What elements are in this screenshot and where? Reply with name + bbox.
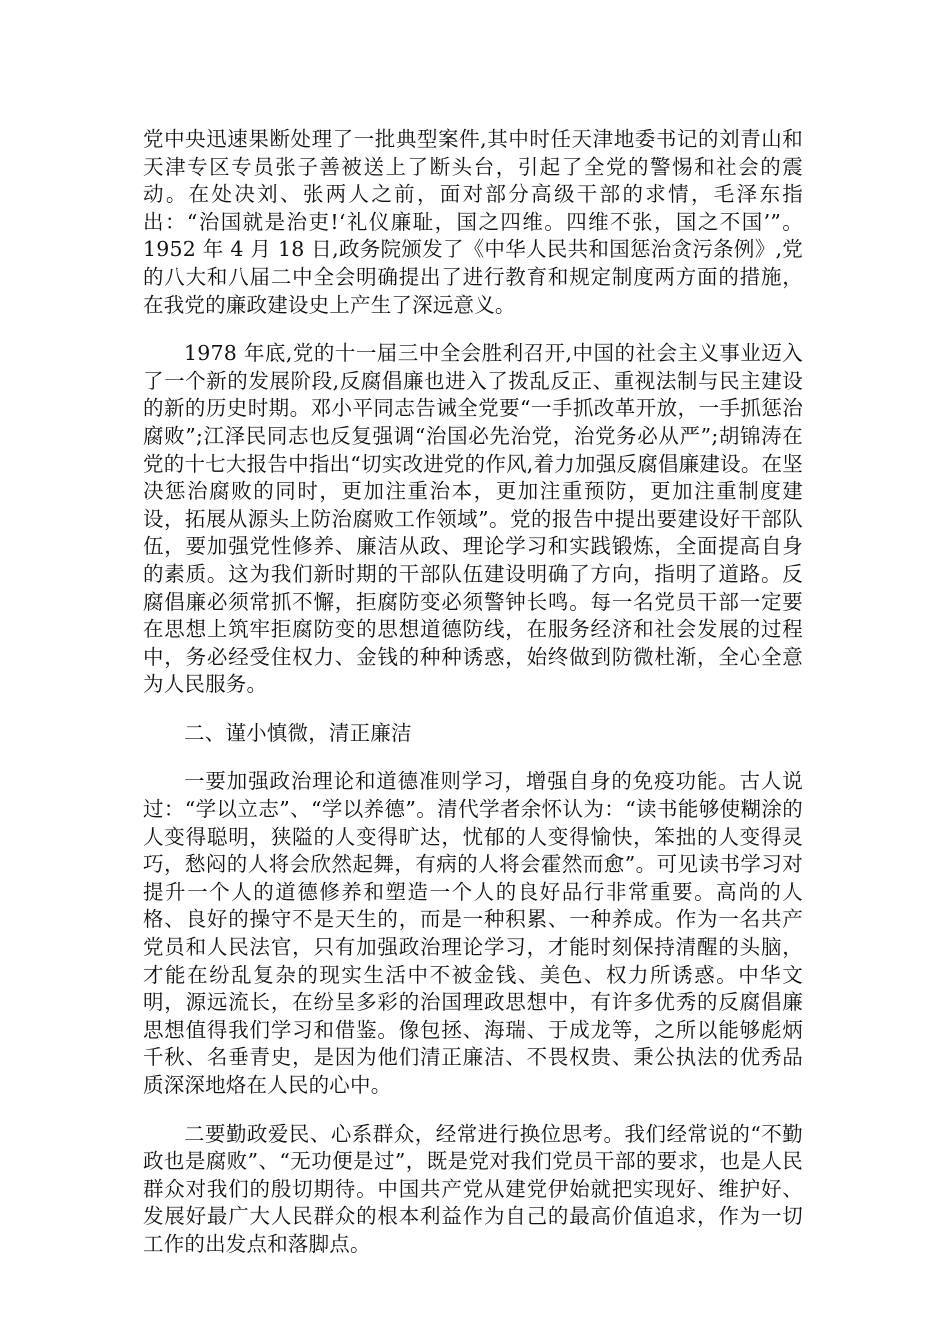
paragraph-serve-people: 二要勤政爱民、心系群众，经常进行换位思考。我们经常说的“不勤政也是腐败”、“无功便是过”，既是党对我们党员干部的要求，也是人民群众对我们的殷切期待。中国共产党从建党伊始就把实现好、维护好、发展好最广大人民群众的根本利益作为自己的最高价值追求，作为一切工作的出发点和落脚点。: [143, 1121, 803, 1256]
paragraph-continued: 党中央迅速果断处理了一批典型案件,其中时任天津地委书记的刘青山和天津专区专员张子善被送上了断头台，引起了全党的警惕和社会的震动。在处决刘、张两人之前，面对部分高级干部的求情，毛泽东指出：“治国就是治吏!‘礼仪廉耻，国之四维。四维不张，国之不国’”。1952 年 4 月 18 日,政务院颁发了《中华人民共和国惩治贪污条例》,党的八大和八届二中全会明确提出了进行教育和规定制度两方面的措施，在我党的廉政建设史上产生了深远意义。: [143, 127, 803, 317]
document-body: [143, 126, 803, 1280]
section-heading: 二、谨小慎微，清正廉洁: [184, 720, 412, 745]
paragraph-study-theory: 一要加强政治理论和道德准则学习，增强自身的免疫功能。古人说过：“学以立志”、“学以养德”。清代学者余怀认为：“读书能够使糊涂的人变得聪明，狭隘的人变得旷达，忧郁的人变得愉快，笨拙的人变得灵巧，愁闷的人将会欣然起舞，有病的人将会霍然而愈”。可见读书学习对提升一个人的道德修养和塑造一个人的良好品行非常重要。高尚的人格、良好的操守不是天生的，而是一种积累、一种养成。作为一名共产党员和人民法官，只有加强政治理论学习，才能时刻保持清醒的头脑，才能在纷乱复杂的现实生活中不被金钱、美色、权力所诱惑。中华文明，源远流长，在纷呈多彩的治国理政思想中，有许多优秀的反腐倡廉思想值得我们学习和借鉴。像包拯、海瑞、于成龙等，之所以能够彪炳千秋、名垂青史，是因为他们清正廉洁、不畏权贵、秉公执法的优秀品质深深地烙在人民的心中。: [143, 769, 803, 1097]
paragraph-1978-reform: 1978 年底,党的十一届三中全会胜利召开,中国的社会主义事业迈入了一个新的发展阶段,反腐倡廉也进入了拨乱反正、重视法制与民主建设的新的历史时期。邓小平同志告诫全党要“一手抓改革开放，一手抓惩治腐败”;江泽民同志也反复强调“治国必先治党，治党务必从严”;胡锦涛在党的十七大报告中指出“切实改进党的作风,着力加强反腐倡廉建设。在坚决惩治腐败的同时，更加注重治本，更加注重预防，更加注重制度建设，拓展从源头上防治腐败工作领域”。党的报告中提出要建设好干部队伍，要加强党性修养、廉洁从政、理论学习和实践锻炼，全面提高自身的素质。这为我们新时期的干部队伍建设明确了方向，指明了道路。反腐倡廉必须常抓不懈，拒腐防变必须警钟长鸣。每一名党员干部一定要在思想上筑牢拒腐防变的思想道德防线，在服务经济和社会发展的过程中，务必经受住权力、金钱的种种诱惑，始终做到防微杜渐，全心全意为人民服务。: [143, 341, 803, 697]
